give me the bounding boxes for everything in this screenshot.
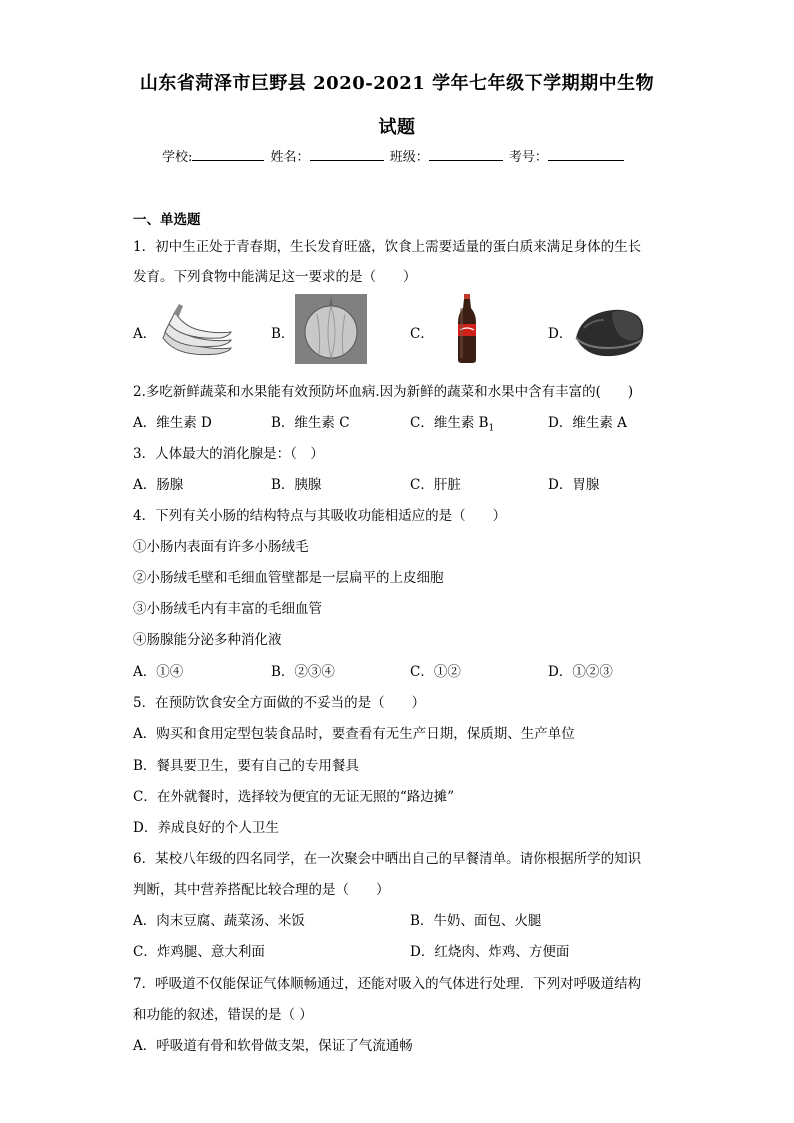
student-info-row [162, 146, 626, 165]
q4-statement-2: ②小肠绒毛壁和毛细血管壁都是一层扁平的上皮细胞 [133, 570, 444, 586]
q1-stem-line1: 1．初中生正处于青春期，生长发育旺盛，饮食上需要适量的蛋白质来满足身体的生长 [133, 239, 642, 255]
q1-stem-line2: 发育。下列食物中能满足这一要求的是（ ） [133, 269, 417, 285]
name-blank[interactable] [310, 146, 384, 161]
q6-option-d[interactable]: D．红烧肉、炸鸡、方便面 [410, 944, 570, 960]
q1-option-b[interactable]: B． [271, 326, 295, 342]
q6-option-a[interactable]: A．肉末豆腐、蔬菜汤、米饭 [133, 913, 305, 929]
q5-option-d[interactable]: D．养成良好的个人卫生 [133, 820, 279, 836]
q1-option-d[interactable]: D． [548, 326, 573, 342]
q3-option-c[interactable]: C．肝脏 [410, 477, 461, 493]
q7-stem-line1: 7．呼吸道不仅能保证气体顺畅通过，还能对吸入的气体进行处理．下列对呼吸道结构 [133, 976, 642, 992]
q4-option-a[interactable]: A．①④ [133, 664, 184, 680]
exam-title-line1: 山东省菏泽市巨野县 2020-2021 学年七年级下学期期中生物 [139, 73, 655, 94]
q6-stem-line1: 6．某校八年级的四名同学，在一次聚会中晒出自己的早餐清单。请你根据所学的知识 [133, 851, 642, 867]
q2-option-d[interactable]: D．维生素 A [548, 415, 627, 431]
q2-stem: 2.多吃新鲜蔬菜和水果能有效预防坏血病.因为新鲜的蔬菜和水果中含有丰富的( ) [133, 384, 634, 400]
name-label: 姓名： [270, 150, 310, 165]
school-blank[interactable] [192, 146, 264, 161]
number-label: 考号： [508, 150, 548, 165]
q2-option-b[interactable]: B．维生素 C [271, 415, 350, 431]
q4-stem: 4．下列有关小肠的结构特点与其吸收功能相适应的是（ ） [133, 508, 507, 524]
q3-stem: 3．人体最大的消化腺是：（ ） [133, 446, 324, 462]
q3-option-a[interactable]: A．肠腺 [133, 477, 184, 493]
q5-option-b[interactable]: B．餐具要卫生，要有自己的专用餐具 [133, 758, 359, 774]
q6-option-c[interactable]: C．炸鸡腿、意大利面 [133, 944, 265, 960]
q5-option-c[interactable]: C．在外就餐时，选择较为便宜的无证无照的“路边摊” [133, 789, 455, 805]
q5-stem: 5．在预防饮食安全方面做的不妥当的是（ ） [133, 695, 426, 711]
section-heading: 一、单选题 [133, 212, 201, 228]
q7-stem-line2: 和功能的叙述，错误的是（ ） [133, 1007, 313, 1023]
school-label: 学校: [162, 150, 193, 165]
q6-stem-line2: 判断，其中营养搭配比较合理的是（ ） [133, 882, 390, 898]
q4-statement-3: ③小肠绒毛内有丰富的毛细血管 [133, 601, 322, 617]
q1-option-a[interactable]: A． [133, 326, 157, 342]
number-blank[interactable] [548, 146, 624, 161]
q2-option-c-subscript: 1 [488, 423, 495, 434]
cola-bottle-photo [452, 294, 482, 364]
meat-photo [572, 298, 646, 362]
q4-option-c[interactable]: C．①② [410, 664, 461, 680]
q4-statement-4: ④肠腺能分泌多种消化液 [133, 632, 282, 648]
q2-option-c-text: C．维生素 B [410, 415, 489, 431]
q6-option-b[interactable]: B．牛奶、面包、火腿 [410, 913, 542, 929]
q4-option-d[interactable]: D．①②③ [548, 664, 613, 680]
class-label: 班级： [389, 150, 429, 165]
banana-photo [157, 298, 233, 362]
q3-option-b[interactable]: B．胰腺 [271, 477, 322, 493]
onion-photo [295, 294, 367, 364]
q1-option-c[interactable]: C． [410, 326, 434, 342]
q2-option-c[interactable] [410, 411, 494, 434]
q2-option-a[interactable]: A．维生素 D [133, 415, 212, 431]
q7-option-a[interactable]: A．呼吸道有骨和软骨做支架，保证了气流通畅 [133, 1038, 413, 1054]
q3-option-d[interactable]: D．胃腺 [548, 477, 600, 493]
q4-statement-1: ①小肠内表面有许多小肠绒毛 [133, 539, 309, 555]
q4-option-b[interactable]: B．②③④ [271, 664, 335, 680]
class-blank[interactable] [429, 146, 503, 161]
q5-option-a[interactable]: A．购买和食用定型包装食品时，要查看有无生产日期，保质期、生产单位 [133, 726, 575, 742]
exam-title-line2: 试题 [378, 117, 416, 138]
